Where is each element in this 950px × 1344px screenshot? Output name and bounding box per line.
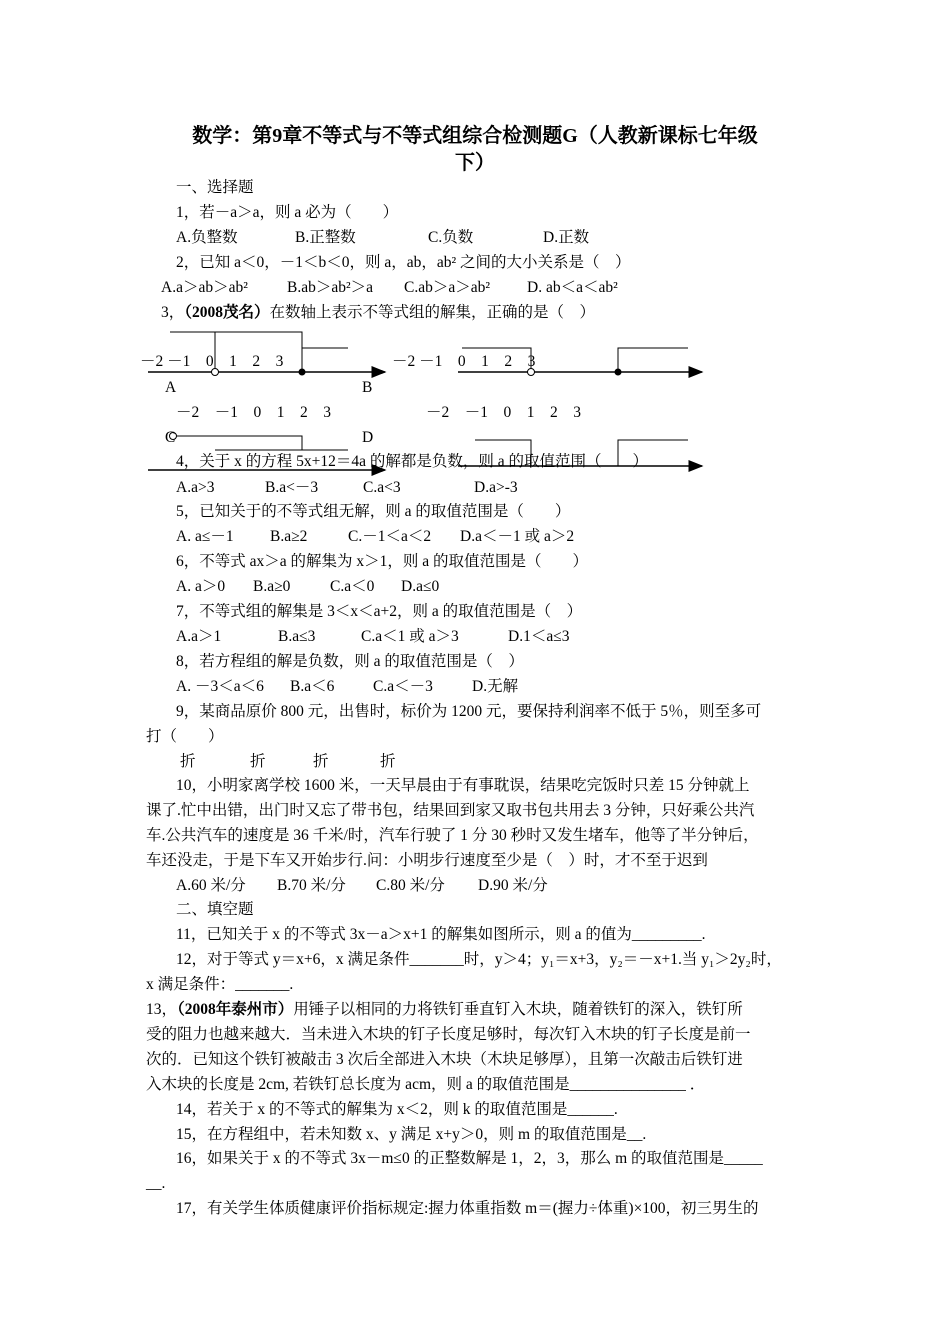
q10-line-3: 车.公共汽车的速度是 36 千米/时，汽车行驶了 1 分 30 秒时又发生堵车，他等了半分钟后， [146, 827, 759, 844]
label-a: A [165, 379, 177, 396]
q3-source: （2008茂名） [184, 304, 270, 321]
q10-opt-b: B.70 米/分 [277, 877, 346, 894]
q5-opt-c: C.－1＜a＜2 [348, 528, 432, 545]
axis-c-ticks: －2 －1 0 1 2 3 [176, 404, 332, 421]
q9-opt-b: 折 [250, 753, 266, 770]
bracket-c-1 [170, 436, 302, 450]
q6-opt-a: A. a＞0 [176, 578, 226, 595]
label-c: C [165, 429, 176, 446]
q1-opt-d: D.正数 [543, 229, 590, 246]
q2-opt-a: A.a＞ab＞ab² [161, 279, 248, 296]
q8-opt-c: C.a＜－3 [373, 678, 433, 695]
bracket-b-2 [618, 348, 688, 372]
q9-opt-d: 折 [380, 753, 396, 770]
axis-b-ticks: －2 －1 0 1 2 3 [392, 353, 536, 370]
q17: 17，有关学生体质健康评价指标规定:握力体重指数 m＝(握力÷体重)×100，初三男生的 [176, 1200, 759, 1217]
q13-line-1 [146, 1000, 743, 1020]
q1-opt-b: B.正整数 [295, 229, 356, 246]
q13-number: 13， [146, 1001, 178, 1018]
q1-opt-a: A.负整数 [176, 229, 238, 246]
axis-a-ticks: －2 －1 0 1 2 3 [140, 353, 284, 370]
bracket-a-2 [302, 348, 348, 372]
q13-source: （2008年泰州市） [177, 1001, 294, 1018]
q10-line-1: 10，小明家离学校 1600 米，一天早晨由于有事耽误，结果吃完饭时只差 15 分钟就上 [176, 777, 750, 794]
q13-line-4: 入木块的长度是 2cm, 若铁钉总长度为 acm，则 a 的取值范围是_______________ ． [146, 1076, 706, 1093]
q15: 15，在方程组中，若未知数 x、y 满足 x+y＞0，则 m 的取值范围是__. [176, 1126, 647, 1143]
q9-opt-c: 折 [313, 753, 329, 770]
q10-line-4: 车还没走，于是下车又开始步行.问：小明步行速度至少是（ ）时，才不至于迟到 [146, 852, 708, 869]
closed-dot-b [615, 369, 622, 376]
q7: 7，不等式组的解集是 3＜x＜a+2，则 a 的取值范围是（ ） [176, 603, 583, 620]
q4: 4，关于 x 的方程 5x+12＝4a 的解都是负数，则 a 的取值范围（ ） [176, 453, 649, 470]
q13-text: 用锤子以相同的力将铁钉垂直钉入木块，随着铁钉的深入，铁钉所 [293, 1001, 743, 1018]
q10-opt-c: C.80 米/分 [376, 877, 445, 894]
q5: 5，已知关于的不等式组无解，则 a 的取值范围是（ ） [176, 503, 571, 520]
q12-line-2: x 满足条件：_______. [146, 976, 294, 993]
title-line-1: 数学：第9章不等式与不等式组综合检测题G（人教新课标七年级 [192, 125, 758, 147]
axis-d-ticks: －2 －1 0 1 2 3 [426, 404, 582, 421]
title-line-2: 下） [455, 152, 495, 174]
q6: 6，不等式 ax＞a 的解集为 x＞1，则 a 的取值范围是（ ） [176, 553, 589, 570]
q9-line-2: 打（ ） [146, 728, 224, 745]
q9-opt-a: 折 [180, 753, 196, 770]
q4-opt-c: C.a<3 [363, 479, 401, 496]
q10-line-2: 课了.忙中出错，出门时又忘了带书包，结果回到家又取书包共用去 3 分钟，只好乘公共汽 [146, 802, 755, 819]
q12-line-1: 12，对于等式 y＝x+6，x 满足条件_______时，y＞4；y₁＝x+3，y₂＝－x+1.当 y₁＞2y₂时， [176, 951, 782, 968]
section-choice: 一、选择题 [176, 179, 254, 196]
q10-opt-a: A.60 米/分 [176, 877, 246, 894]
q3-number: 3， [161, 304, 185, 321]
q6-opt-b: B.a≥0 [253, 578, 291, 595]
q16-line-1: 16，如果关于 x 的不等式 3x－m≤0 的正整数解是 1，2，3，那么 m 的取值范围是_____ [176, 1150, 763, 1167]
q7-opt-c: C.a＜1 或 a＞3 [361, 628, 459, 645]
q6-opt-d: D.a≤0 [401, 578, 440, 595]
q8-opt-d: D.无解 [472, 678, 519, 695]
closed-dot-a [299, 369, 306, 376]
section-fill: 二、填空题 [176, 901, 254, 918]
q4-opt-b: B.a<－3 [265, 479, 319, 496]
q7-opt-d: D.1＜a≤3 [508, 628, 570, 645]
label-d: D [362, 429, 374, 446]
q14: 14，若关于 x 的不等式的解集为 x＜2，则 k 的取值范围是______. [176, 1101, 618, 1118]
q6-opt-c: C.a＜0 [330, 578, 375, 595]
q4-opt-a: A.a>3 [176, 479, 215, 496]
q1: 1，若－a＞a，则 a 必为（ ） [176, 204, 399, 221]
q5-opt-a: A. a≤－1 [176, 528, 234, 545]
q4-opt-d: D.a>-3 [474, 479, 518, 496]
q1-opt-c: C.负数 [428, 229, 474, 246]
q7-opt-a: A.a＞1 [176, 628, 222, 645]
q2-opt-b: B.ab＞ab²＞a [287, 279, 373, 296]
q11: 11，已知关于 x 的不等式 3x－a＞x+1 的解集如图所示，则 a 的值为_________. [176, 926, 706, 943]
q2-opt-c: C.ab＞a＞ab² [404, 279, 490, 296]
q8-opt-b: B.a＜6 [290, 678, 335, 695]
q2: 2，已知 a＜0，－1＜b＜0，则 a，ab，ab² 之间的大小关系是（ ） [176, 254, 631, 271]
q3-text: 在数轴上表示不等式组的解集，正确的是（ ） [269, 304, 596, 321]
q9-line-1: 9，某商品原价 800 元，出售时，标价为 1200 元，要保持利润率不低于 5％，则至多可 [176, 703, 762, 720]
q13-line-2: 受的阻力也越来越大．当未进入木块的钉子长度足够时，每次钉入木块的钉子长度是前一 [146, 1026, 751, 1043]
q5-opt-d: D.a＜－1 或 a＞2 [460, 528, 575, 545]
q16-line-2: __. [146, 1175, 166, 1192]
number-line-figures [0, 0, 950, 500]
q13-line-3: 次的．已知这个铁钉被敲击 3 次后全部进入木块（木块足够厚），且第一次敲击后铁钉进 [146, 1051, 743, 1068]
label-b: B [362, 379, 373, 396]
q7-opt-b: B.a≤3 [278, 628, 316, 645]
q2-opt-d: D. ab＜a＜ab² [527, 279, 618, 296]
q8: 8，若方程组的解是负数，则 a 的取值范围是（ ） [176, 653, 524, 670]
q10-opt-d: D.90 米/分 [478, 877, 548, 894]
q5-opt-b: B.a≥2 [270, 528, 308, 545]
q8-opt-a: A. －3＜a＜6 [176, 678, 264, 695]
